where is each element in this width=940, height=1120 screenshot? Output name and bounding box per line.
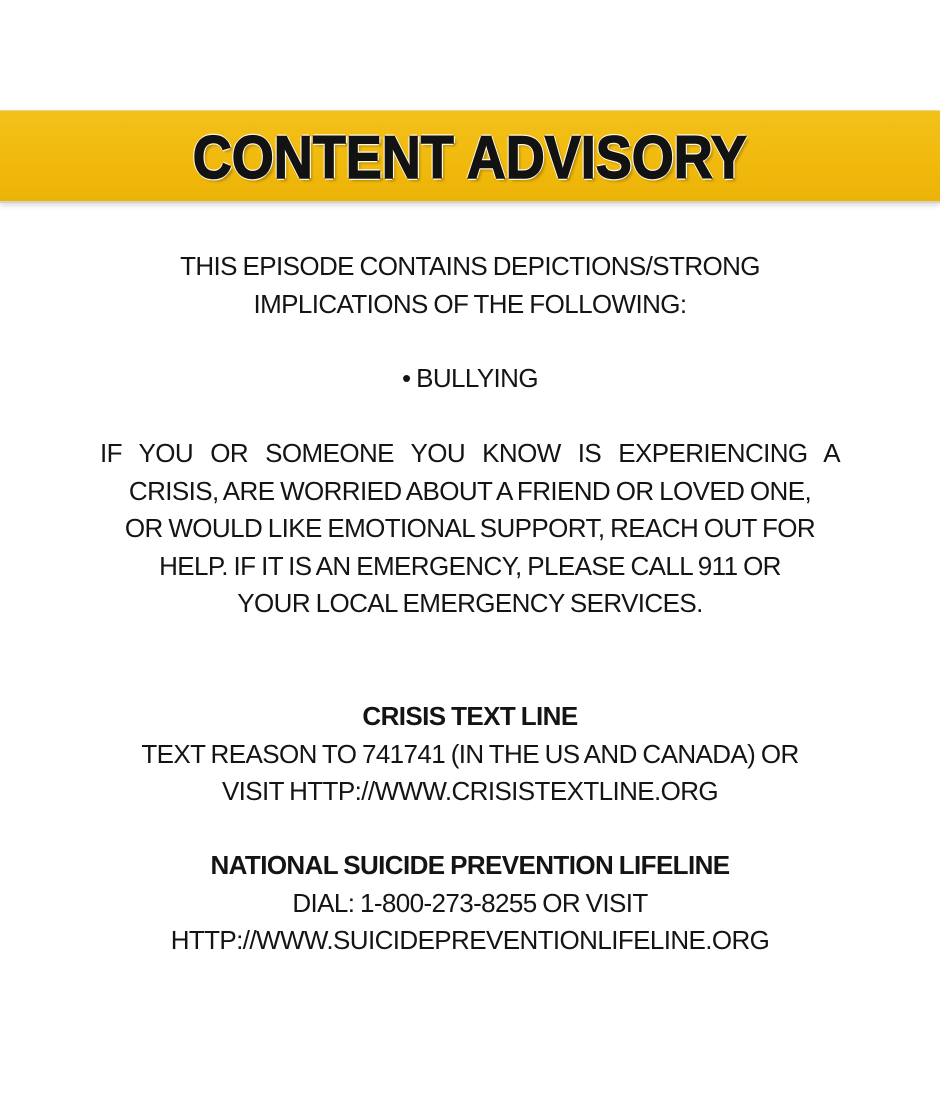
suicide-lifeline-link[interactable]: HTTP://WWW.SUICIDEPREVENTIONLIFELINE.ORG <box>170 925 770 955</box>
crisis-text-line-info: TEXT REASON TO 741741 (IN THE US AND CANADA) OR <box>141 738 799 769</box>
crisis-text-line-link[interactable]: VISIT HTTP://WWW.CRISISTEXTLINE.ORG <box>221 776 719 806</box>
warning-line: IMPLICATIONS OF THE FOLLOWING: <box>253 288 687 319</box>
suicide-lifeline-phone: DIAL: 1-800-273-8255 OR VISIT <box>292 887 648 918</box>
crisis-message-line: HELP. IF IT IS AN EMERGENCY, PLEASE CALL 911 OR <box>159 550 781 581</box>
warning-line: THIS EPISODE CONTAINS DEPICTIONS/STRONG <box>180 251 760 281</box>
topic-item-bullying: • BULLYING <box>401 363 538 393</box>
crisis-message-line: YOUR LOCAL EMERGENCY SERVICES. <box>237 588 703 618</box>
suicide-lifeline-heading: NATIONAL SUICIDE PREVENTION LIFELINE <box>210 850 730 880</box>
suicide-lifeline-section <box>100 847 840 960</box>
crisis-message-line: CRISIS, ARE WORRIED ABOUT A FRIEND OR LOVED ONE, <box>128 475 812 506</box>
crisis-message-line: OR WOULD LIKE EMOTIONAL SUPPORT, REACH OUT FOR <box>124 513 816 543</box>
crisis-message <box>100 435 840 623</box>
advisory-banner <box>0 110 940 203</box>
crisis-text-line-section <box>100 698 840 811</box>
topic-list <box>100 360 840 398</box>
crisis-message-line: IF YOU OR SOMEONE YOU KNOW IS EXPERIENCING A <box>100 438 840 468</box>
banner-title: CONTENT ADVISORY <box>192 123 748 191</box>
warning-text <box>100 248 840 323</box>
crisis-text-line-heading: CRISIS TEXT LINE <box>362 701 578 731</box>
